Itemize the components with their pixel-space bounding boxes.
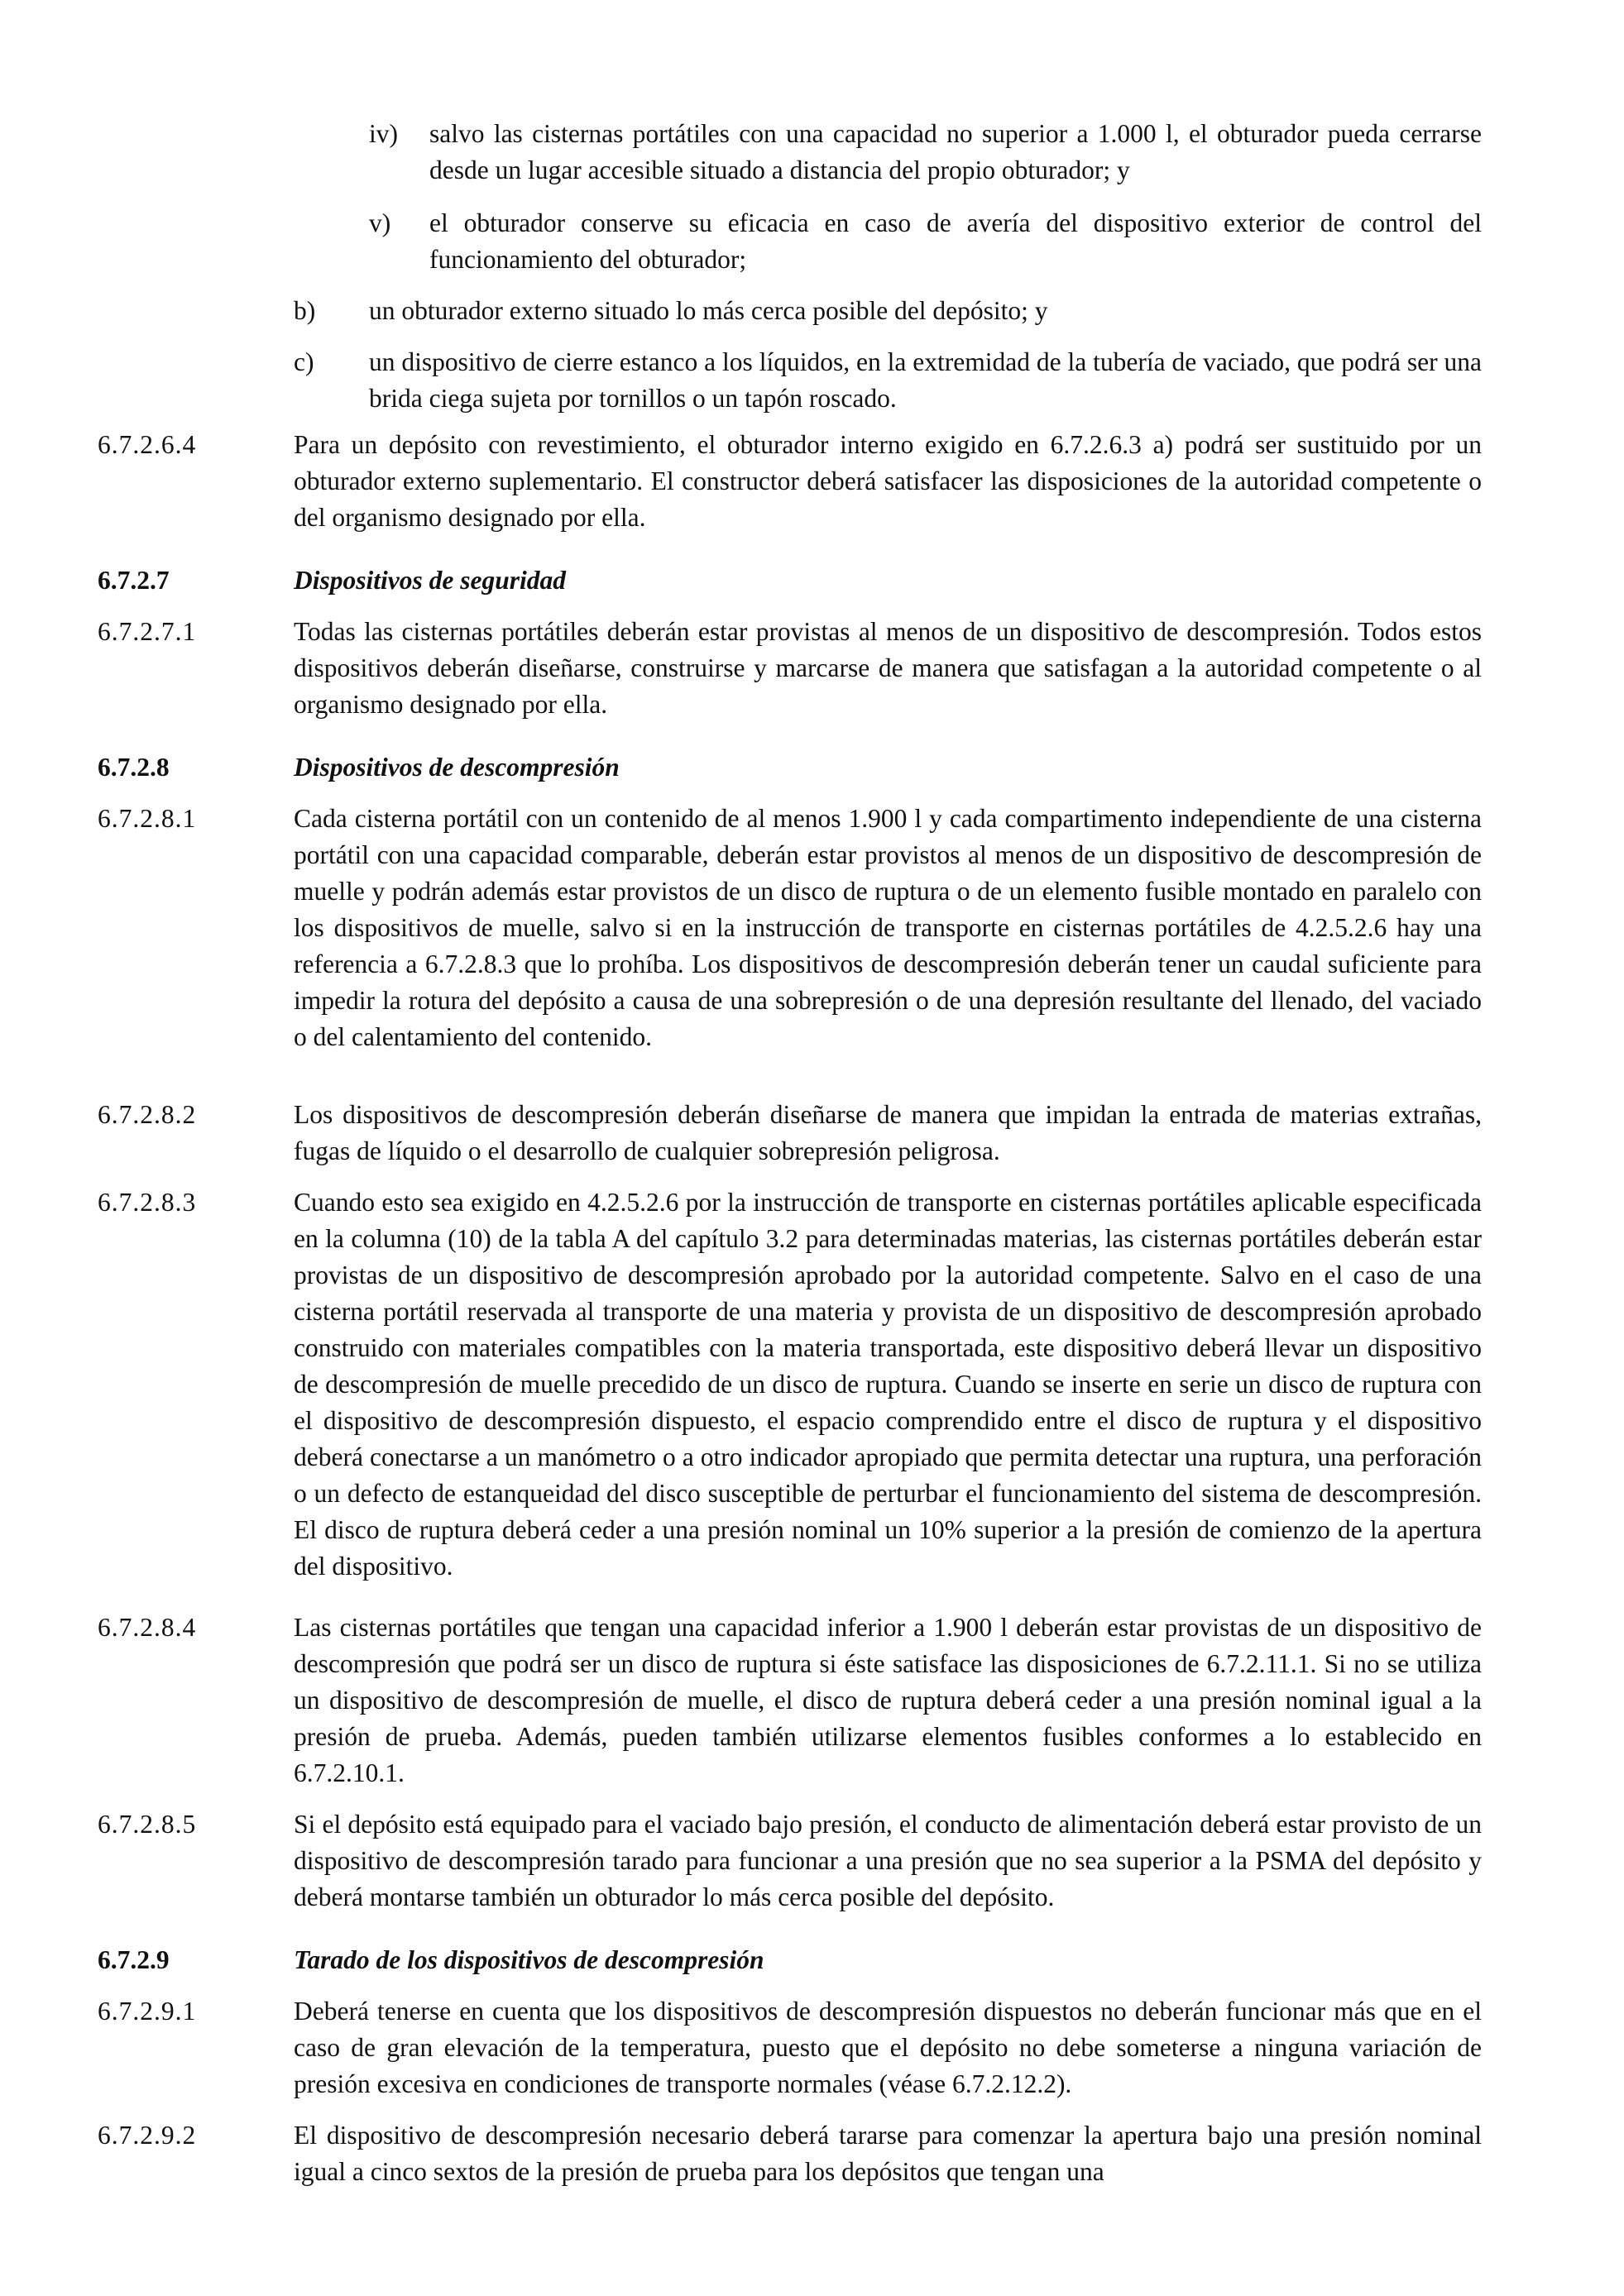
section-number-6-7-2-7: 6.7.2.7	[98, 566, 170, 595]
section-title-6-7-2-9: Tarado de los dispositivos de descompresión	[294, 1945, 764, 1974]
paragraph-6-7-2-9-2: El dispositivo de descompresión necesario deberá tararse para comenzar la apertura bajo una presión nominal igual a cinco sextos de la presión de prueba para los depósitos que tengan una	[294, 2121, 1482, 2186]
paragraph-6-7-2-6-4: Para un depósito con revestimiento, el obturador interno exigido en 6.7.2.6.3 a) podrá ser sustituido por un obturador externo suplementario. El constructor deberá satisfacer las disposiciones de la autoridad competente o del organismo designado por ella.	[294, 430, 1482, 532]
item-label-v: v)	[369, 208, 391, 237]
paragraph-number-6-7-2-9-2: 6.7.2.9.2	[98, 2121, 197, 2150]
paragraph-number-6-7-2-6-4: 6.7.2.6.4	[98, 430, 197, 459]
paragraph-number-6-7-2-8-2: 6.7.2.8.2	[98, 1100, 197, 1129]
paragraph-6-7-2-9-1: Deberá tenerse en cuenta que los dispositivos de descompresión dispuestos no deberán funcionar más que en el caso de gran elevación de la temperatura, puesto que el depósito no debe someterse a ninguna variación de presión excesiva en condiciones de transporte normales (véase 6.7.2.12.2).	[294, 1997, 1482, 2098]
paragraph-6-7-2-8-5: Si el depósito está equipado para el vaciado bajo presión, el conducto de alimentación deberá estar provisto de un dispositivo de descompresión tarado para funcionar a una presión que no sea superior a la PSMA del depósito y deberá montarse también un obturador lo más cerca posible del depósito.	[294, 1810, 1482, 1911]
item-text-iv: salvo las cisternas portátiles con una capacidad no superior a 1.000 l, el obturador pueda cerrarse desde un lugar accesible situado a distancia del propio obturador; y	[429, 119, 1482, 184]
section-title-6-7-2-8: Dispositivos de descompresión	[294, 753, 620, 782]
section-title-6-7-2-7: Dispositivos de seguridad	[294, 566, 567, 595]
paragraph-number-6-7-2-8-5: 6.7.2.8.5	[98, 1810, 197, 1839]
paragraph-6-7-2-7-1: Todas las cisternas portátiles deberán estar provistas al menos de un dispositivo de descompresión. Todos estos dispositivos deberán diseñarse, construirse y marcarse de manera que satisfagan a la autoridad competente o al organismo designado por ella.	[294, 617, 1482, 719]
section-number-6-7-2-8: 6.7.2.8	[98, 753, 170, 782]
item-text-v: el obturador conserve su eficacia en caso de avería del dispositivo exterior de control del funcionamiento del obturador;	[429, 208, 1482, 274]
paragraph-6-7-2-8-1: Cada cisterna portátil con un contenido de al menos 1.900 l y cada compartimento independiente de una cisterna portátil con una capacidad comparable, deberán estar provistos al menos de un dispositivo de descompresión de muelle y podrán además estar provistos de un disco de ruptura o de un elemento fusible montado en paralelo con los dispositivos de muelle, salvo si en la instrucción de transporte en cisternas portátiles de 4.2.5.2.6 hay una referencia a 6.7.2.8.3 que lo prohíba. Los dispositivos de descompresión deberán tener un caudal suficiente para impedir la rotura del depósito a causa de una sobrepresión o de una depresión resultante del llenado, del vaciado o del calentamiento del contenido.	[294, 804, 1482, 1051]
item-label-iv: iv)	[369, 119, 398, 148]
paragraph-number-6-7-2-8-4: 6.7.2.8.4	[98, 1613, 197, 1642]
item-text-c: un dispositivo de cierre estanco a los líquidos, en la extremidad de la tubería de vaciado, que podrá ser una brida ciega sujeta por tornillos o un tapón roscado.	[369, 347, 1482, 413]
paragraph-6-7-2-8-2: Los dispositivos de descompresión deberán diseñarse de manera que impidan la entrada de materias extrañas, fugas de líquido o el desarrollo de cualquier sobrepresión peligrosa.	[294, 1100, 1482, 1165]
section-number-6-7-2-9: 6.7.2.9	[98, 1945, 170, 1974]
item-label-b: b)	[294, 296, 316, 325]
item-text-b: un obturador externo situado lo más cerca posible del depósito; y	[369, 296, 1048, 325]
paragraph-number-6-7-2-8-3: 6.7.2.8.3	[98, 1188, 197, 1217]
paragraph-6-7-2-8-4: Las cisternas portátiles que tengan una capacidad inferior a 1.900 l deberán estar provistas de un dispositivo de descompresión que podrá ser un disco de ruptura si éste satisface las disposiciones de 6.7.2.11.1. Si no se utiliza un dispositivo de descompresión de muelle, el disco de ruptura deberá ceder a una presión nominal igual a la presión de prueba. Además, pueden también utilizarse elementos fusibles conformes a lo establecido en 6.7.2.10.1.	[294, 1613, 1482, 1787]
paragraph-number-6-7-2-9-1: 6.7.2.9.1	[98, 1997, 197, 2026]
item-label-c: c)	[294, 347, 314, 376]
paragraph-number-6-7-2-8-1: 6.7.2.8.1	[98, 804, 197, 833]
paragraph-6-7-2-8-3: Cuando esto sea exigido en 4.2.5.2.6 por la instrucción de transporte en cisternas portátiles aplicable especificada en la columna (10) de la tabla A del capítulo 3.2 para determinadas materias, las cisternas portátiles deberán estar provistas de un dispositivo de descompresión aprobado por la autoridad competente. Salvo en el caso de una cisterna portátil reservada al transporte de una materia y provista de un dispositivo de descompresión aprobado construido con materiales compatibles con la materia transportada, este dispositivo deberá llevar un dispositivo de descompresión de muelle precedido de un disco de ruptura. Cuando se inserte en serie un disco de ruptura con el dispositivo de descompresión dispuesto, el espacio comprendido entre el disco de ruptura y el dispositivo deberá conectarse a un manómetro o a otro indicador apropiado que permita detectar una ruptura, una perforación o un defecto de estanqueidad del disco susceptible de perturbar el funcionamiento del sistema de descompresión. El disco de ruptura deberá ceder a una presión nominal un 10% superior a la presión de comienzo de la apertura del dispositivo.	[294, 1188, 1482, 1581]
paragraph-number-6-7-2-7-1: 6.7.2.7.1	[98, 617, 197, 646]
